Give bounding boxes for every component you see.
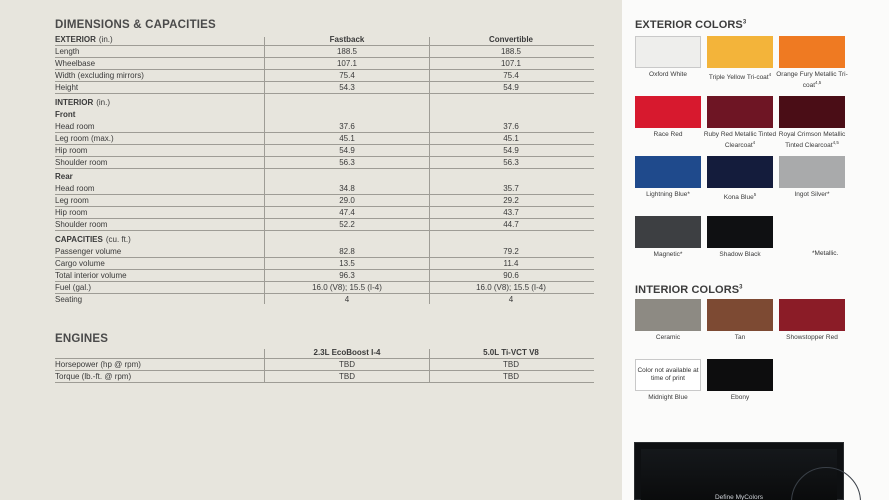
table-row	[55, 195, 594, 207]
value-col-1: 54.9	[339, 146, 355, 155]
row-label: Torque (lb.-ft. @ rpm)	[55, 372, 132, 381]
mycolors-screen-image	[634, 442, 844, 500]
value-col-2: 79.2	[503, 247, 519, 256]
value-col-1: 96.3	[339, 271, 355, 280]
color-swatch	[779, 96, 845, 128]
table-row	[55, 121, 594, 133]
screen-label: Define MyColors	[714, 494, 764, 500]
row-label: Shoulder room	[55, 158, 108, 167]
value-col-2: 35.7	[503, 184, 519, 193]
swatch-caption: Ruby Red Metallic Tinted Clearcoat$^4$	[703, 131, 777, 150]
value-col-2: TBD	[503, 372, 519, 381]
table-row	[55, 207, 594, 219]
swatch-caption: Showstopper Red	[786, 334, 838, 341]
value-col-2: 5.0L Ti-VCT V8	[483, 348, 539, 357]
swatch-caption: Ingot Silver*	[794, 191, 830, 198]
color-swatch	[635, 216, 701, 248]
row-label: INTERIOR (in.)	[55, 98, 111, 107]
table-row	[55, 70, 594, 82]
value-col-1: TBD	[339, 360, 355, 369]
color-swatch	[635, 36, 701, 68]
value-col-1: 34.8	[339, 184, 355, 193]
value-col-1: TBD	[339, 372, 355, 381]
value-col-2: 54.9	[503, 83, 519, 92]
table-row	[55, 270, 594, 282]
table-row	[55, 183, 594, 195]
color-swatch	[707, 299, 773, 331]
row-label: Horsepower (hp @ rpm)	[55, 360, 141, 369]
value-col-1: 16.0 (V8); 15.5 (I-4)	[312, 283, 382, 292]
value-col-2: 43.7	[503, 208, 519, 217]
table-row	[55, 219, 594, 231]
dimensions-title: DIMENSIONS & CAPACITIES	[55, 19, 216, 31]
engines-title: ENGINES	[55, 333, 109, 345]
value-col-1: 75.4	[339, 71, 355, 80]
unavailable-note: Color not available at time of print	[637, 367, 699, 382]
value-col-2: 56.3	[503, 158, 519, 167]
value-col-1: 82.8	[339, 247, 355, 256]
value-col-1: 107.1	[336, 59, 358, 68]
swatch-caption: Ebony	[730, 394, 750, 401]
row-label: Length	[55, 47, 80, 56]
value-col-2: Convertible	[488, 35, 533, 44]
value-col-1: 29.0	[339, 196, 355, 205]
row-label: Hip room	[55, 208, 88, 217]
value-col-2: 11.4	[503, 259, 519, 268]
value-col-1: 37.6	[339, 122, 355, 131]
row-label: Width (excluding mirrors)	[55, 71, 144, 80]
table-row	[55, 82, 594, 94]
interior-colors-title: INTERIOR COLORS$^3$	[635, 284, 743, 296]
swatch-caption: Race Red	[653, 131, 683, 138]
table-row	[55, 258, 594, 270]
rear-subheader-row	[55, 171, 594, 183]
value-col-1: 52.2	[339, 220, 355, 229]
exterior-header-row	[55, 34, 594, 46]
color-swatch	[707, 96, 773, 128]
swatch-caption: Kona Blue$^5$	[723, 192, 757, 202]
value-col-1: 45.1	[339, 134, 355, 143]
value-col-1: 56.3	[339, 158, 355, 167]
color-swatch	[779, 156, 845, 188]
row-label: Leg room	[55, 196, 89, 205]
value-col-2: 107.1	[500, 59, 522, 68]
value-col-2: 44.7	[503, 220, 519, 229]
column-divider	[429, 37, 430, 304]
swatch-caption: Triple Yellow Tri-coat$^4$	[708, 72, 772, 82]
value-col-2: TBD	[503, 360, 519, 369]
swatch-caption: Tan	[734, 334, 746, 341]
row-label: Fuel (gal.)	[55, 283, 92, 292]
value-col-1: 2.3L EcoBoost I-4	[313, 348, 381, 357]
row-label: Head room	[55, 184, 95, 193]
value-col-1: 13.5	[339, 259, 355, 268]
table-row	[55, 133, 594, 145]
capacities-header-row	[55, 234, 594, 246]
value-col-2: 37.6	[503, 122, 519, 131]
interior-header-row	[55, 97, 594, 109]
row-label: Height	[55, 83, 79, 92]
table-row	[55, 157, 594, 169]
value-col-2: 4	[508, 295, 514, 304]
row-label: Wheelbase	[55, 59, 96, 68]
table-row	[55, 371, 594, 383]
table-row	[55, 58, 594, 70]
color-swatch	[707, 359, 773, 391]
color-swatch	[707, 36, 773, 68]
row-label: Front	[55, 110, 76, 119]
row-label: Rear	[55, 172, 73, 181]
row-label: Head room	[55, 122, 95, 131]
swatch-caption: Magnetic*	[653, 251, 683, 258]
row-label: EXTERIOR (in.)	[55, 35, 113, 44]
swatch-caption: Orange Fury Metallic Tri-coat$^{4,5}$	[776, 71, 848, 90]
color-swatch	[635, 359, 701, 391]
value-col-1: 4	[344, 295, 350, 304]
value-col-2: 45.1	[503, 134, 519, 143]
row-label: Shoulder room	[55, 220, 108, 229]
color-swatch	[635, 96, 701, 128]
table-row	[55, 282, 594, 294]
value-col-1: 188.5	[336, 47, 358, 56]
color-swatch	[707, 216, 773, 248]
value-col-1: Fastback	[329, 35, 365, 44]
value-col-1: 47.4	[339, 208, 355, 217]
swatch-caption: Shadow Black	[719, 251, 761, 258]
table-row	[55, 145, 594, 157]
value-col-2: 54.9	[503, 146, 519, 155]
color-swatch	[635, 299, 701, 331]
engines-header-row	[55, 347, 594, 359]
exterior-colors-title: EXTERIOR COLORS$^3$	[635, 19, 747, 31]
column-divider	[429, 349, 430, 383]
swatch-caption: Oxford White	[649, 71, 687, 78]
value-col-2: 75.4	[503, 71, 519, 80]
row-label: Hip room	[55, 146, 88, 155]
row-label: Seating	[55, 295, 83, 304]
value-col-2: 16.0 (V8); 15.5 (I-4)	[476, 283, 546, 292]
row-label: CAPACITIES (cu. ft.)	[55, 235, 131, 244]
color-swatch	[779, 299, 845, 331]
swatch-caption: Lightning Blue*	[646, 191, 690, 198]
column-divider	[264, 37, 265, 304]
front-subheader-row	[55, 109, 594, 121]
color-swatch	[635, 156, 701, 188]
value-col-2: 29.2	[503, 196, 519, 205]
row-label: Total interior volume	[55, 271, 127, 280]
swatch-caption: Ceramic	[655, 334, 681, 341]
color-swatch	[707, 156, 773, 188]
table-row	[55, 46, 594, 58]
color-swatch	[779, 36, 845, 68]
row-label: Cargo volume	[55, 259, 105, 268]
value-col-2: 188.5	[500, 47, 522, 56]
table-row	[55, 359, 594, 371]
column-divider	[264, 349, 265, 383]
swatch-caption: Royal Crimson Metallic Tinted Clearcoat$^{4,5}$	[778, 131, 846, 150]
metallic-note: *Metallic.	[812, 250, 839, 257]
row-label: Leg room (max.)	[55, 134, 114, 143]
table-row	[55, 246, 594, 258]
swatch-caption: Midnight Blue	[648, 394, 688, 401]
value-col-1: 54.3	[339, 83, 355, 92]
table-row	[55, 294, 594, 306]
row-label: Passenger volume	[55, 247, 122, 256]
value-col-2: 90.6	[503, 271, 519, 280]
screen-display	[641, 449, 837, 500]
